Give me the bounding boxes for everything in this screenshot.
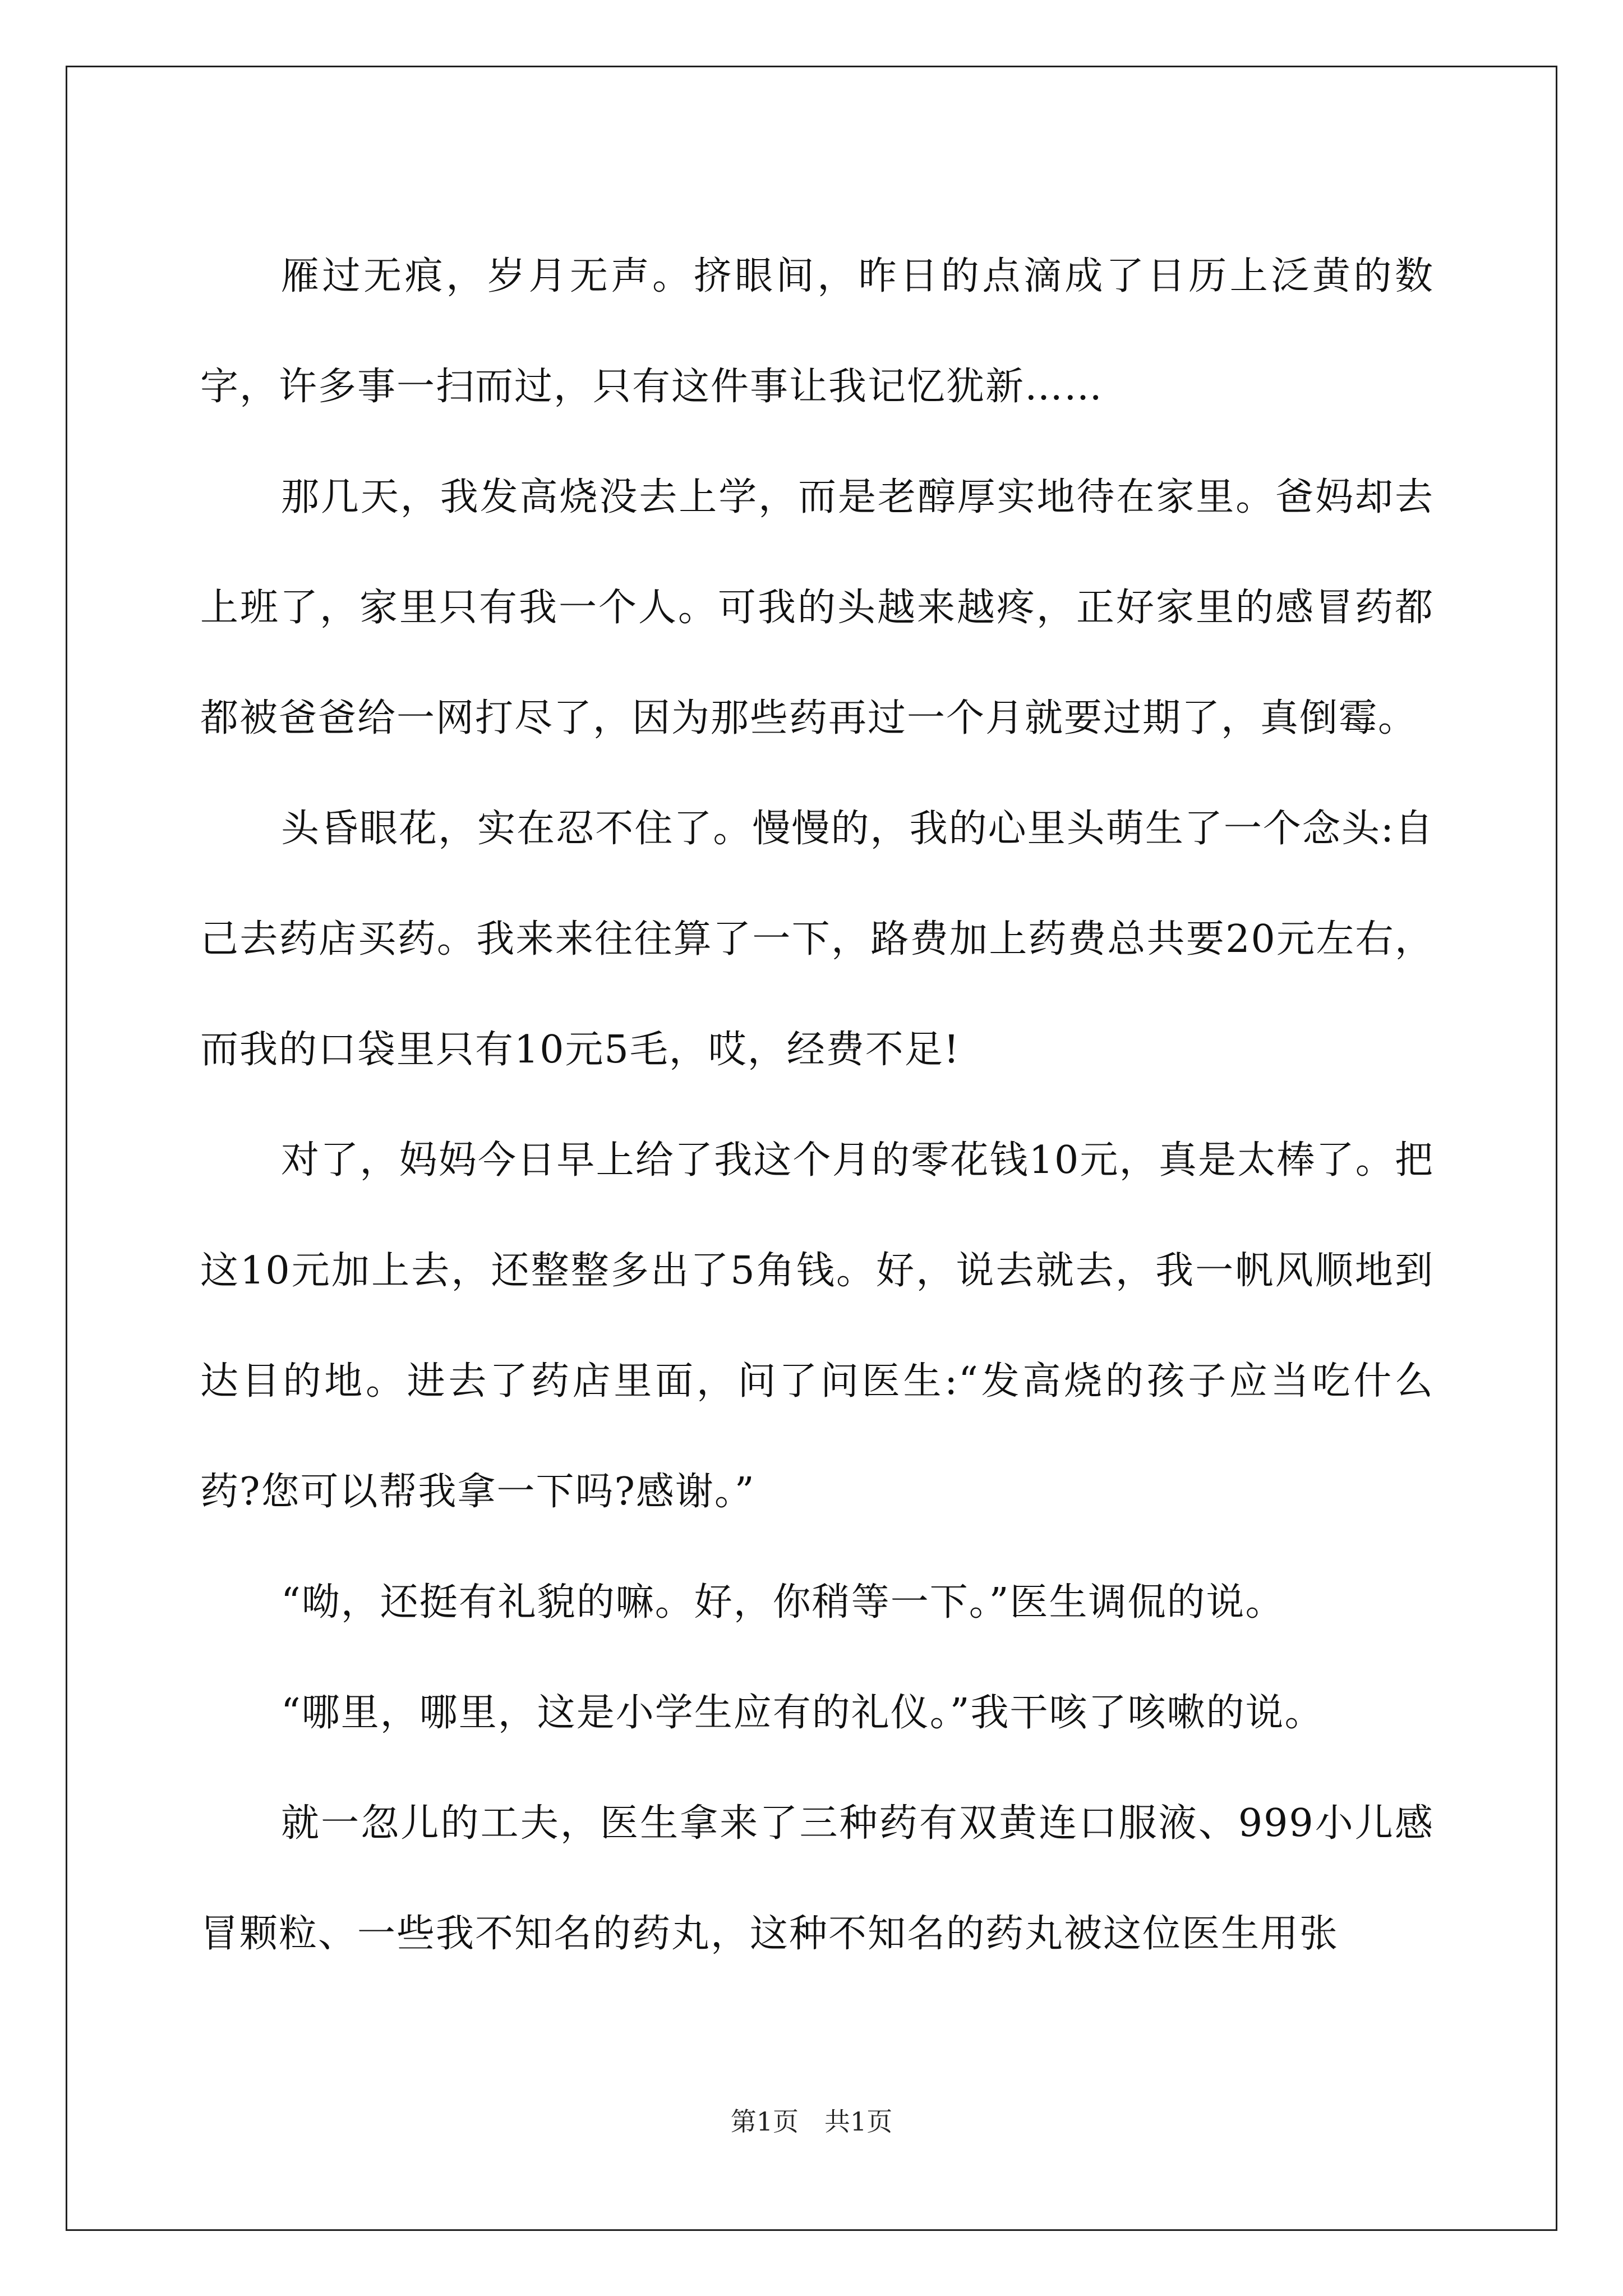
paragraph-2: 那几天，我发高烧没去上学，而是老醇厚实地待在家里。爸妈却去上班了，家里只有我一个人。可我的头越来越疼，正好家里的感冒药都都被爸爸给一网打尽了，因为那些药再过一个月就要过期了，真倒霉。 [200, 475, 1434, 740]
document-body [200, 221, 1434, 1989]
paragraph-1: 雁过无痕，岁月无声。挤眼间，昨日的点滴成了日历上泛黄的数字，许多事一扫而过，只有这件事让我记忆犹新…… [200, 254, 1434, 409]
paragraph-3: 头昏眼花，实在忍不住了。慢慢的，我的心里头萌生了一个念头:自己去药店买药。我来来往往算了一下，路费加上药费总共要20元左右，而我的口袋里只有10元5毛，哎，经费不足! [200, 807, 1434, 1072]
paragraph-7: 就一忽儿的工夫，医生拿来了三种药有双黄连口服液、999小儿感冒颗粒、一些我不知名的药丸，这种不知名的药丸被这位医生用张 [200, 1801, 1434, 1956]
paragraph-4: 对了，妈妈今日早上给了我这个月的零花钱10元，真是太棒了。把这10元加上去，还整整多出了5角钱。好，说去就去，我一帆风顺地到达目的地。进去了药店里面，问了问医生:“发高烧的孩子应当吃什么药?您可以帮我拿一下吗?感谢。” [200, 1138, 1434, 1514]
page-number-footer: 第1页 共1页 [730, 2106, 893, 2137]
paragraph-5: “呦，还挺有礼貌的嘛。好，你稍等一下。”医生调侃的说。 [281, 1580, 1285, 1625]
paragraph-6: “哪里，哪里，这是小学生应有的礼仪。”我干咳了咳嗽的说。 [281, 1691, 1324, 1735]
